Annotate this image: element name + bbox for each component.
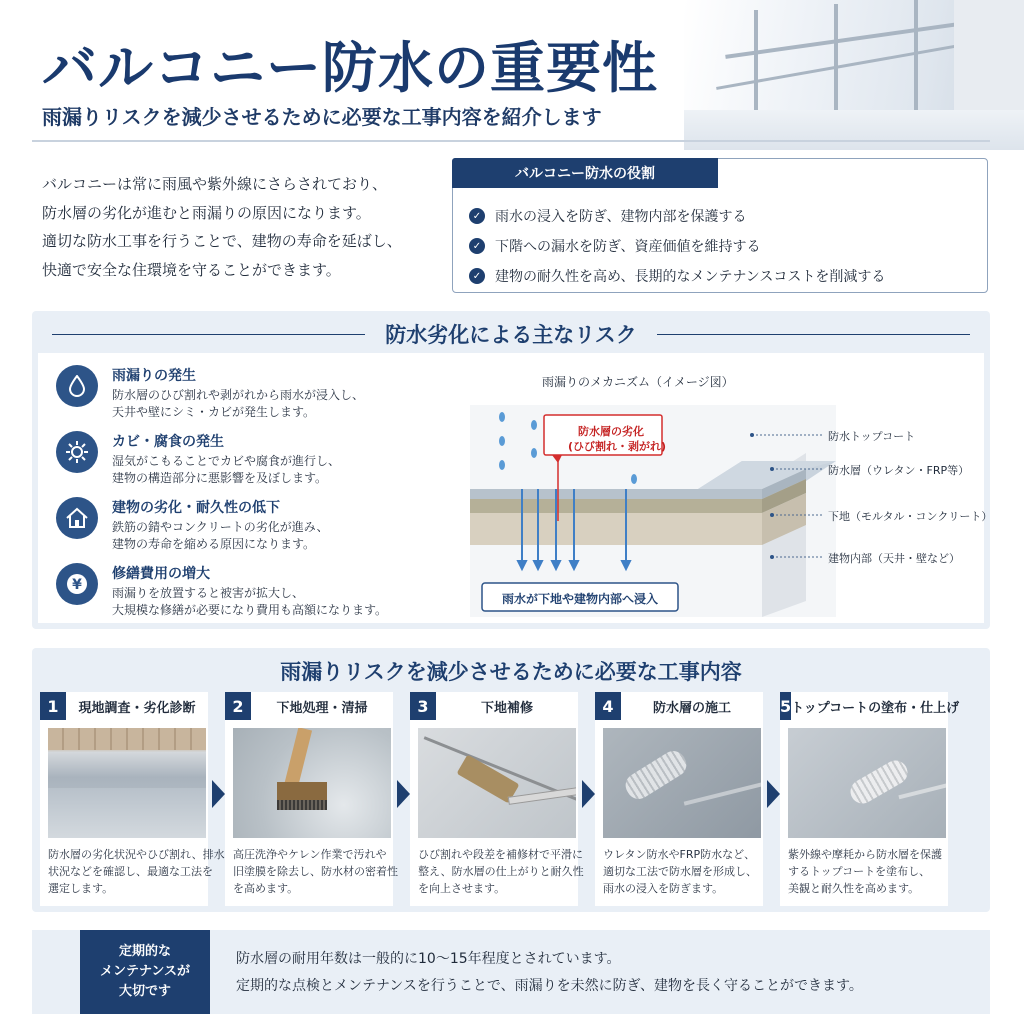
step-card bbox=[595, 692, 763, 906]
risk-panel bbox=[38, 353, 993, 623]
maintenance-banner bbox=[32, 930, 990, 1014]
step-arrow-icon bbox=[212, 780, 225, 808]
site-inspection-photo bbox=[48, 728, 206, 838]
role-item-text: 雨水の浸入を防ぎ、建物内部を保護する bbox=[495, 209, 747, 225]
role-item-text: 下階への漏水を防ぎ、資産価値を維持する bbox=[495, 239, 761, 255]
topcoat-finish-photo bbox=[788, 728, 946, 838]
risk-desc: 大規模な修繕が必要になり費用も高額になります。 bbox=[112, 603, 388, 617]
risk-desc: 湿気がこもることでカビや腐食が進行し、 bbox=[112, 454, 341, 468]
risk-desc: 鉄筋の錆やコンクリートの劣化が進み、 bbox=[112, 520, 329, 534]
check-icon: ✓ bbox=[469, 238, 485, 254]
works-section bbox=[32, 648, 990, 912]
role-item bbox=[469, 231, 885, 261]
works-heading-row bbox=[32, 656, 990, 686]
callout-title: 防水層の劣化 bbox=[578, 425, 644, 438]
risk-title: 雨漏りの発生 bbox=[112, 368, 196, 384]
step-arrow-icon bbox=[397, 780, 410, 808]
risk-item bbox=[56, 431, 340, 487]
step-desc: 高圧洗浄やケレン作業で汚れや 旧塗膜を除去し、防水材の密着性 を高めます。 bbox=[233, 848, 398, 895]
role-item bbox=[469, 261, 885, 291]
step-desc: 紫外線や摩耗から防水層を保護 するトップコートを塗布し、 美観と耐久性を高めます。 bbox=[788, 848, 942, 895]
works-heading: 雨漏りリスクを減少させるために必要な工事内容 bbox=[280, 659, 742, 684]
step-arrow-icon bbox=[582, 780, 595, 808]
risk-item bbox=[56, 497, 328, 553]
risk-heading-row bbox=[32, 319, 990, 349]
page-subtitle: 雨漏りリスクを減少させるために必要な工事内容を紹介します bbox=[42, 105, 602, 129]
risk-desc: 雨漏りを放置すると被害が拡大し、 bbox=[112, 586, 305, 600]
svg-text:¥: ¥ bbox=[72, 577, 82, 593]
step-title: 防水層の施工 bbox=[652, 700, 731, 716]
layer-illustration bbox=[462, 361, 982, 619]
role-item-text: 建物の耐久性を高め、長期的なメンテナンスコストを削減する bbox=[495, 269, 886, 285]
callout-subtitle: (ひび割れ・剥がれ) bbox=[568, 440, 667, 453]
yen-icon bbox=[56, 563, 98, 605]
role-heading: バルコニー防水の役割 bbox=[452, 158, 718, 188]
risk-title: 建物の劣化・耐久性の低下 bbox=[112, 500, 280, 516]
role-box bbox=[452, 158, 988, 293]
surface-cleaning-photo bbox=[233, 728, 391, 838]
intro-text bbox=[42, 170, 402, 284]
risk-title: カビ・腐食の発生 bbox=[112, 434, 224, 450]
step-desc: ひび割れや段差を補修材で平滑に 整え、防水層の仕上がりと耐久性 を向上させます。 bbox=[418, 848, 584, 895]
step-number: 5 bbox=[780, 692, 791, 720]
risk-desc: 天井や壁にシミ・カビが発生します。 bbox=[112, 405, 316, 419]
risk-item bbox=[56, 365, 364, 421]
house-icon bbox=[56, 497, 98, 539]
step-card bbox=[780, 692, 960, 906]
step-number: 3 bbox=[410, 692, 436, 720]
step-title: 現地調査・劣化診断 bbox=[78, 700, 196, 716]
maintenance-text: 防水層の耐用年数は一般的に10〜15年程度とされています。 定期的な点検とメンテナンスを行うことで、雨漏りを未然に防ぎ、建物を長く守ることができます。 bbox=[236, 951, 863, 994]
check-icon: ✓ bbox=[469, 268, 485, 284]
intro-line: 適切な防水工事を行うことで、建物の寿命を延ばし、 bbox=[42, 232, 402, 250]
step-desc: 防水層の劣化状況やひび割れ、排水 状況などを確認し、最適な工法を 選定します。 bbox=[48, 848, 225, 895]
risk-desc: 防水層のひび割れや剥がれから雨水が浸入し、 bbox=[112, 388, 365, 402]
step-title: トップコートの塗布・仕上げ bbox=[791, 700, 960, 716]
role-item bbox=[469, 201, 885, 231]
header-divider bbox=[32, 140, 990, 142]
layer-label: 防水トップコート bbox=[828, 430, 916, 443]
intro-line: 防水層の劣化が進むと雨漏りの原因になります。 bbox=[42, 203, 371, 222]
leak-mechanism-diagram bbox=[462, 361, 993, 619]
step-desc: ウレタン防水やFRP防水など、 適切な工法で防水層を形成し、 雨水の浸入を防ぎます。 bbox=[603, 848, 757, 895]
step-card bbox=[225, 692, 398, 906]
step-arrow-icon bbox=[767, 780, 780, 808]
step-card bbox=[410, 692, 584, 906]
diagram-title: 雨漏りのメカニズム（イメージ図） bbox=[542, 375, 734, 389]
layer-label: 防水層（ウレタン・FRP等） bbox=[828, 464, 970, 477]
waterproofing-roller-photo bbox=[603, 728, 761, 838]
layer-label: 下地（モルタル・コンクリート） bbox=[828, 510, 993, 523]
step-title: 下地処理・清掃 bbox=[276, 700, 368, 716]
crack-repair-photo bbox=[418, 728, 576, 838]
risk-section bbox=[32, 311, 993, 629]
risk-heading: 防水劣化による主なリスク bbox=[385, 322, 637, 347]
intro-line: 快適で安全な住環境を守ることができます。 bbox=[42, 260, 341, 279]
risk-item bbox=[56, 563, 387, 619]
layer-label: 建物内部（天井・壁など） bbox=[828, 552, 960, 565]
role-list bbox=[469, 201, 885, 291]
check-icon: ✓ bbox=[469, 208, 485, 224]
risk-desc: 建物の寿命を縮める原因になります。 bbox=[112, 537, 316, 551]
balcony-hero-image bbox=[684, 0, 1024, 150]
step-number: 4 bbox=[595, 692, 621, 720]
step-number: 1 bbox=[40, 692, 66, 720]
step-title: 下地補修 bbox=[480, 700, 533, 716]
intro-line: バルコニーは常に雨風や紫外線にさらされており、 bbox=[42, 175, 388, 193]
risk-title: 修繕費用の増大 bbox=[112, 566, 210, 582]
maintenance-badge: 定期的な メンテナンスが 大切です bbox=[80, 930, 210, 1014]
step-card bbox=[40, 692, 225, 906]
leak-label: 雨水が下地や建物内部へ浸入 bbox=[502, 592, 659, 606]
mold-spore-icon bbox=[56, 431, 98, 473]
risk-desc: 建物の構造部分に悪影響を及ぼします。 bbox=[112, 471, 328, 485]
step-number: 2 bbox=[225, 692, 251, 720]
water-drop-icon bbox=[56, 365, 98, 407]
page-title: バルコニー防水の重要性 bbox=[42, 35, 659, 100]
